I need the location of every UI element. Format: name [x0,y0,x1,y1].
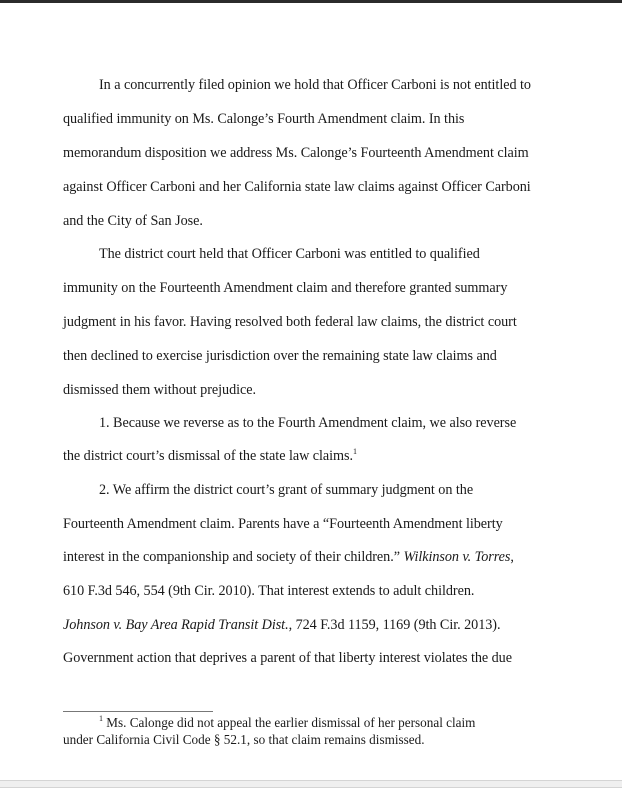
text-run: the district court’s dismissal of the state law claims. [63,448,354,464]
text-line: judgment in his favor. Having resolved both federal law claims, the district court [63,314,517,330]
text-line: 610 F.3d 546, 554 (9th Cir. 2010). That interest extends to adult children. [63,583,475,599]
text-run: , 724 F.3d 1159, 1169 (9th Cir. 2013). [288,617,501,633]
footnote-line [99,715,475,730]
text-line: Government action that deprives a parent of that liberty interest violates the due [63,650,512,666]
text-line [63,448,357,465]
text-line: Fourteenth Amendment claim. Parents have a “Fourteenth Amendment liberty [63,516,503,532]
text-line: immunity on the Fourteenth Amendment claim and therefore granted summary [63,280,508,296]
footnote-separator [63,711,213,712]
text-line: 1. Because we reverse as to the Fourth Amendment claim, we also reverse [99,415,517,431]
text-line: and the City of San Jose. [63,213,203,229]
footnote-line: under California Civil Code § 52.1, so that claim remains dismissed. [63,732,425,747]
text-line: dismissed them without prejudice. [63,382,257,398]
page-gap [0,780,622,788]
text-line: memorandum disposition we address Ms. Calonge’s Fourteenth Amendment claim [63,145,529,161]
footnote-text: Ms. Calonge did not appeal the earlier dismissal of her personal claim [103,715,476,730]
footnote-number: 1 [99,714,103,723]
case-citation: Johnson v. Bay Area Rapid Transit Dist. [63,617,289,633]
text-line [63,617,500,634]
document-page[interactable] [0,3,622,780]
text-line: The district court held that Officer Carboni was entitled to qualified [99,246,480,262]
case-citation: Wilkinson v. Torres [403,549,511,565]
next-page[interactable] [0,788,622,801]
text-run: , [510,549,514,565]
text-line: 2. We affirm the district court’s grant of summary judgment on the [99,482,474,498]
text-line: then declined to exercise jurisdiction over the remaining state law claims and [63,348,497,364]
text-line [63,549,514,566]
text-line: In a concurrently filed opinion we hold that Officer Carboni is not entitled to [99,77,531,93]
footnote-reference[interactable]: 1 [353,447,357,456]
text-run: interest in the companionship and society of their children.” [63,549,404,565]
text-line: against Officer Carboni and her California state law claims against Officer Carboni [63,179,531,195]
text-line: qualified immunity on Ms. Calonge’s Fourth Amendment claim. In this [63,111,465,127]
